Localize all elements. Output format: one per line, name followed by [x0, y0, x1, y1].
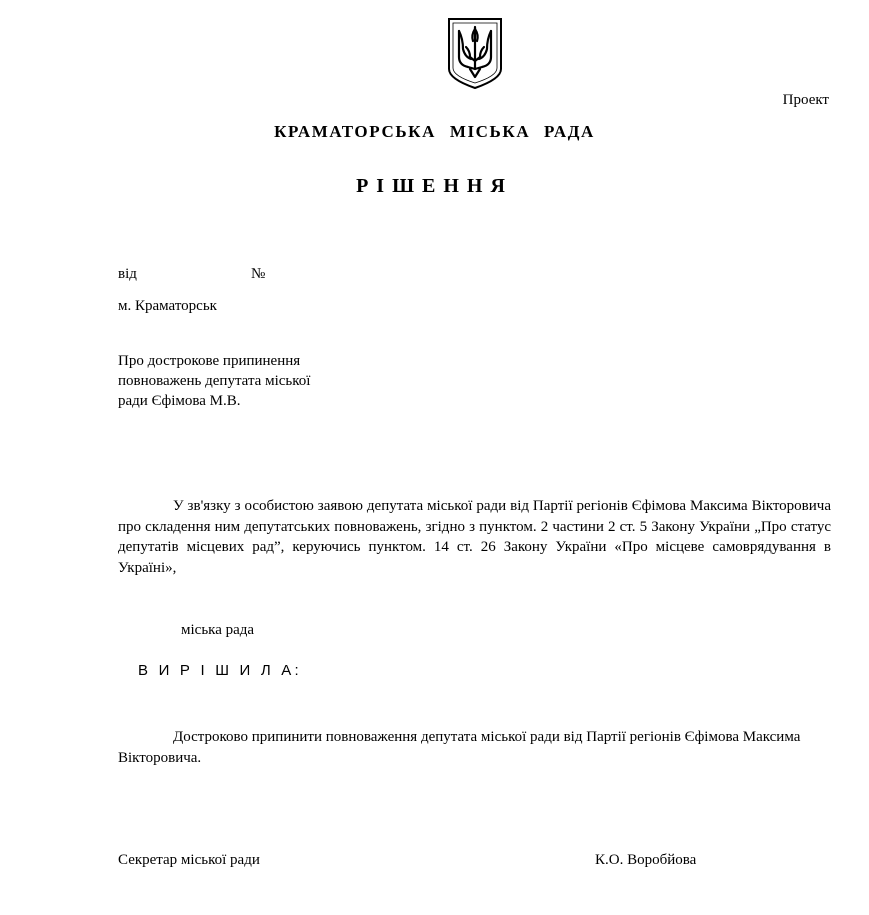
- coat-of-arms-of-ukraine-icon: [446, 17, 504, 90]
- decision-subject: [118, 351, 398, 411]
- decision-paragraph: Достроково припинити повноваження депутата міської ради від Партії регіонів Єфімова Максима Вікторовича.: [118, 729, 801, 766]
- city-label: м. Краматорськ: [118, 298, 217, 314]
- council-subject: міська рада: [181, 622, 255, 638]
- subject-line: Про дострокове припинення: [118, 353, 301, 369]
- signer-position: Секретар міської ради: [118, 852, 260, 868]
- draft-label: Проект: [782, 92, 829, 108]
- preamble-paragraph: У зв'язку з особистою заявою депутата міської ради від Партії регіонів Єфімова Максима Вікторовича про складення ним депутатських повноважень, згідно з пунктом. 2 частини 2 ст. 5 Закону України „Про статус депутатів місцевих рад”, керуючись пунктом. 14 ст. 26 Закону України «Про місцеве самоврядування в Україні»,: [118, 498, 831, 576]
- document-type-title: РІШЕННЯ: [356, 175, 513, 197]
- signer-name: К.О. Воробйова: [595, 852, 697, 868]
- date-label: від: [118, 266, 137, 282]
- decided-label: В И Р І Ш И Л А:: [138, 662, 302, 679]
- subject-line: ради Єфімова М.В.: [118, 393, 241, 409]
- subject-line: повноважень депутата міської: [118, 373, 311, 389]
- council-name: КРАМАТОРСЬКА МІСЬКА РАДА: [274, 122, 595, 141]
- number-label: №: [251, 266, 266, 282]
